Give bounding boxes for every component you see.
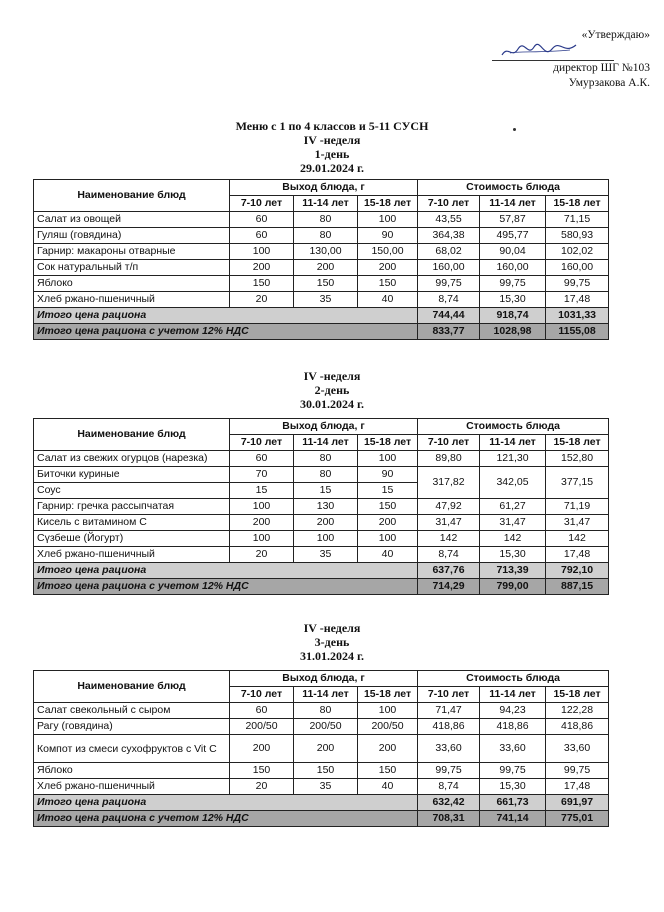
cost-cell: 31,47 <box>480 515 546 531</box>
header-age: 7-10 лет <box>418 687 480 703</box>
yield-cell: 150 <box>294 763 358 779</box>
yield-cell: 200 <box>358 515 418 531</box>
approval-block <box>470 28 650 91</box>
cost-cell: 71,47 <box>418 703 480 719</box>
total-vat-cell: 775,01 <box>546 811 609 827</box>
yield-cell: 100 <box>230 499 294 515</box>
cost-cell: 418,86 <box>480 719 546 735</box>
header-cost: Стоимость блюда <box>418 419 609 435</box>
total-cell: 632,42 <box>418 795 480 811</box>
dish-name: Гуляш (говядина) <box>34 228 230 244</box>
cost-cell: 160,00 <box>480 260 546 276</box>
header-age: 11-14 лет <box>480 196 546 212</box>
total-vat-label: Итого цена рациона с учетом 12% НДС <box>34 324 418 340</box>
yield-cell: 150 <box>358 763 418 779</box>
dish-name: Салат свекольный с сыром <box>34 703 230 719</box>
cost-cell: 99,75 <box>546 276 609 292</box>
cost-cell: 102,02 <box>546 244 609 260</box>
total-vat-row <box>34 811 609 827</box>
dish-name: Яблоко <box>34 276 230 292</box>
yield-cell: 200 <box>294 260 358 276</box>
week-label: IV -неделя <box>303 369 361 383</box>
dish-name: Компот из смеси сухофруктов с Vit C <box>34 735 230 763</box>
cost-cell: 99,75 <box>480 763 546 779</box>
total-vat-cell: 1028,98 <box>480 324 546 340</box>
table-row <box>34 719 609 735</box>
header-cost: Стоимость блюда <box>418 180 609 196</box>
cost-cell: 61,27 <box>480 499 546 515</box>
yield-cell: 20 <box>230 779 294 795</box>
header-age: 7-10 лет <box>230 435 294 451</box>
yield-cell: 15 <box>358 483 418 499</box>
yield-cell: 70 <box>230 467 294 483</box>
yield-cell: 100 <box>230 244 294 260</box>
table-row <box>34 763 609 779</box>
header-yield: Выход блюда, г <box>230 419 418 435</box>
header-cost: Стоимость блюда <box>418 671 609 687</box>
cost-cell: 418,86 <box>418 719 480 735</box>
yield-cell: 90 <box>358 467 418 483</box>
yield-cell: 60 <box>230 228 294 244</box>
table-row <box>34 260 609 276</box>
total-cell: 661,73 <box>480 795 546 811</box>
header-dish: Наименование блюд <box>34 671 230 703</box>
yield-cell: 90 <box>358 228 418 244</box>
total-vat-cell: 714,29 <box>418 579 480 595</box>
yield-cell: 200/50 <box>230 719 294 735</box>
yield-cell: 200 <box>230 515 294 531</box>
cost-cell: 94,23 <box>480 703 546 719</box>
dish-name: Хлеб ржано-пшеничный <box>34 547 230 563</box>
table-row <box>34 515 609 531</box>
total-row <box>34 563 609 579</box>
total-label: Итого цена рациона <box>34 795 418 811</box>
day-label: 2-день <box>314 383 350 397</box>
cost-cell: 68,02 <box>418 244 480 260</box>
table-row <box>34 703 609 719</box>
total-vat-row <box>34 579 609 595</box>
yield-cell: 60 <box>230 703 294 719</box>
signature-area <box>470 43 650 61</box>
cost-cell: 31,47 <box>546 515 609 531</box>
total-cell: 691,97 <box>546 795 609 811</box>
yield-cell: 100 <box>358 212 418 228</box>
yield-cell: 40 <box>358 547 418 563</box>
dish-name: Салат из свежих огурцов (нарезка) <box>34 451 230 467</box>
header-age: 7-10 лет <box>418 435 480 451</box>
cost-cell: 33,60 <box>480 735 546 763</box>
header-age: 11-14 лет <box>294 196 358 212</box>
total-vat-cell: 799,00 <box>480 579 546 595</box>
yield-cell: 130,00 <box>294 244 358 260</box>
yield-cell: 40 <box>358 292 418 308</box>
cost-cell: 15,30 <box>480 547 546 563</box>
total-cell: 1031,33 <box>546 308 609 324</box>
cost-cell: 142 <box>546 531 609 547</box>
header-yield: Выход блюда, г <box>230 671 418 687</box>
header-yield: Выход блюда, г <box>230 180 418 196</box>
yield-cell: 100 <box>230 531 294 547</box>
table-row <box>34 292 609 308</box>
header-age: 11-14 лет <box>480 435 546 451</box>
dish-name: Хлеб ржано-пшеничный <box>34 292 230 308</box>
cost-cell: 57,87 <box>480 212 546 228</box>
header-dish: Наименование блюд <box>34 180 230 212</box>
menu-table-day1 <box>33 179 609 340</box>
table-row <box>34 244 609 260</box>
cost-cell: 43,55 <box>418 212 480 228</box>
day-label: 3-день <box>314 635 350 649</box>
yield-cell: 20 <box>230 547 294 563</box>
yield-cell: 100 <box>294 531 358 547</box>
yield-cell: 200 <box>230 260 294 276</box>
signature-image <box>500 41 580 61</box>
yield-cell: 80 <box>294 703 358 719</box>
yield-cell: 100 <box>358 531 418 547</box>
cost-cell: 377,15 <box>546 467 609 499</box>
approval-position: директор ШГ №103 <box>553 62 650 74</box>
dish-name: Кисель с витамином С <box>34 515 230 531</box>
cost-cell: 8,74 <box>418 547 480 563</box>
header-age: 15-18 лет <box>358 196 418 212</box>
cost-cell: 99,75 <box>418 763 480 779</box>
cost-cell: 17,48 <box>546 779 609 795</box>
cost-cell: 33,60 <box>418 735 480 763</box>
cost-cell: 317,82 <box>418 467 480 499</box>
menu-table-day2 <box>33 418 609 595</box>
cost-cell: 99,75 <box>480 276 546 292</box>
total-vat-cell: 833,77 <box>418 324 480 340</box>
yield-cell: 15 <box>294 483 358 499</box>
total-vat-label: Итого цена рациона с учетом 12% НДС <box>34 811 418 827</box>
cost-cell: 89,80 <box>418 451 480 467</box>
date-label: 31.01.2024 г. <box>299 649 365 663</box>
yield-cell: 150 <box>230 763 294 779</box>
cost-cell: 142 <box>418 531 480 547</box>
menu-table-day3 <box>33 670 609 827</box>
dish-name: Гарнир: макароны отварные <box>34 244 230 260</box>
header-age: 15-18 лет <box>546 196 609 212</box>
week-label: IV -неделя <box>303 621 361 635</box>
yield-cell: 40 <box>358 779 418 795</box>
dish-name: Биточки куриные <box>34 467 230 483</box>
header-age: 11-14 лет <box>480 687 546 703</box>
total-cell: 918,74 <box>480 308 546 324</box>
cost-cell: 580,93 <box>546 228 609 244</box>
cost-cell: 31,47 <box>418 515 480 531</box>
total-vat-label: Итого цена рациона с учетом 12% НДС <box>34 579 418 595</box>
cost-cell: 418,86 <box>546 719 609 735</box>
table-row <box>34 547 609 563</box>
yield-cell: 200 <box>294 515 358 531</box>
yield-cell: 150 <box>358 499 418 515</box>
header-age: 15-18 лет <box>546 435 609 451</box>
yield-cell: 60 <box>230 451 294 467</box>
cost-cell: 17,48 <box>546 292 609 308</box>
cost-cell: 160,00 <box>418 260 480 276</box>
yield-cell: 80 <box>294 451 358 467</box>
cost-cell: 71,15 <box>546 212 609 228</box>
dish-name: Сок натуральный т/п <box>34 260 230 276</box>
total-cell: 713,39 <box>480 563 546 579</box>
table-row <box>34 276 609 292</box>
date-label: 30.01.2024 г. <box>299 397 365 411</box>
yield-cell: 20 <box>230 292 294 308</box>
cost-cell: 15,30 <box>480 779 546 795</box>
cost-cell: 17,48 <box>546 547 609 563</box>
table-row <box>34 735 609 763</box>
total-cell: 792,10 <box>546 563 609 579</box>
table-row <box>34 451 609 467</box>
yield-cell: 200/50 <box>358 719 418 735</box>
cost-cell: 121,30 <box>480 451 546 467</box>
dish-name: Соус <box>34 483 230 499</box>
yield-cell: 15 <box>230 483 294 499</box>
header-age: 15-18 лет <box>546 687 609 703</box>
cost-cell: 15,30 <box>480 292 546 308</box>
yield-cell: 150 <box>230 276 294 292</box>
yield-cell: 60 <box>230 212 294 228</box>
total-cell: 637,76 <box>418 563 480 579</box>
total-cell: 744,44 <box>418 308 480 324</box>
approval-name: Умурзакова А.К. <box>568 77 650 89</box>
cost-cell: 8,74 <box>418 292 480 308</box>
cost-cell: 152,80 <box>546 451 609 467</box>
yield-cell: 200 <box>358 260 418 276</box>
yield-cell: 35 <box>294 779 358 795</box>
header-age: 15-18 лет <box>358 435 418 451</box>
approval-stamp: «Утверждаю» <box>581 29 650 41</box>
cost-cell: 71,19 <box>546 499 609 515</box>
day2-heading <box>0 369 664 411</box>
yield-cell: 35 <box>294 547 358 563</box>
day-label: 1-день <box>314 147 350 161</box>
yield-cell: 35 <box>294 292 358 308</box>
cost-cell: 160,00 <box>546 260 609 276</box>
yield-cell: 200 <box>358 735 418 763</box>
header-age: 7-10 лет <box>230 687 294 703</box>
header-age: 11-14 лет <box>294 435 358 451</box>
total-vat-cell: 741,14 <box>480 811 546 827</box>
total-vat-row <box>34 324 609 340</box>
dish-name: Яблоко <box>34 763 230 779</box>
total-label: Итого цена рациона <box>34 563 418 579</box>
yield-cell: 200 <box>230 735 294 763</box>
dish-name: Хлеб ржано-пшеничный <box>34 779 230 795</box>
table-row <box>34 467 609 483</box>
yield-cell: 80 <box>294 228 358 244</box>
total-row <box>34 795 609 811</box>
table-row <box>34 531 609 547</box>
header-age: 15-18 лет <box>358 687 418 703</box>
dish-name: Салат из овощей <box>34 212 230 228</box>
week-label: IV -неделя <box>303 133 361 147</box>
yield-cell: 100 <box>358 451 418 467</box>
cost-cell: 342,05 <box>480 467 546 499</box>
cost-cell: 142 <box>480 531 546 547</box>
total-row <box>34 308 609 324</box>
yield-cell: 80 <box>294 467 358 483</box>
table-row <box>34 499 609 515</box>
table-row <box>34 779 609 795</box>
cost-cell: 495,77 <box>480 228 546 244</box>
yield-cell: 150,00 <box>358 244 418 260</box>
yield-cell: 80 <box>294 212 358 228</box>
day1-heading <box>0 119 664 175</box>
header-age: 7-10 лет <box>418 196 480 212</box>
yield-cell: 150 <box>294 276 358 292</box>
cost-cell: 99,75 <box>418 276 480 292</box>
cost-cell: 47,92 <box>418 499 480 515</box>
date-label: 29.01.2024 г. <box>299 161 365 175</box>
cost-cell: 99,75 <box>546 763 609 779</box>
header-dish: Наименование блюд <box>34 419 230 451</box>
cost-cell: 122,28 <box>546 703 609 719</box>
header-age: 11-14 лет <box>294 687 358 703</box>
dish-name: Сүзбеше (Йогурт) <box>34 531 230 547</box>
table-row <box>34 228 609 244</box>
header-age: 7-10 лет <box>230 196 294 212</box>
table-row <box>34 212 609 228</box>
total-vat-cell: 1155,08 <box>546 324 609 340</box>
yield-cell: 130 <box>294 499 358 515</box>
cost-cell: 364,38 <box>418 228 480 244</box>
day3-heading <box>0 621 664 663</box>
yield-cell: 150 <box>358 276 418 292</box>
yield-cell: 200 <box>294 735 358 763</box>
cost-cell: 90,04 <box>480 244 546 260</box>
yield-cell: 200/50 <box>294 719 358 735</box>
total-vat-cell: 708,31 <box>418 811 480 827</box>
cost-cell: 33,60 <box>546 735 609 763</box>
cost-cell: 8,74 <box>418 779 480 795</box>
dish-name: Гарнир: гречка рассыпчатая <box>34 499 230 515</box>
total-vat-cell: 887,15 <box>546 579 609 595</box>
yield-cell: 100 <box>358 703 418 719</box>
dish-name: Рагу (говядина) <box>34 719 230 735</box>
total-label: Итого цена рациона <box>34 308 418 324</box>
page-title: Меню с 1 по 4 классов и 5-11 СУСН <box>235 119 429 133</box>
